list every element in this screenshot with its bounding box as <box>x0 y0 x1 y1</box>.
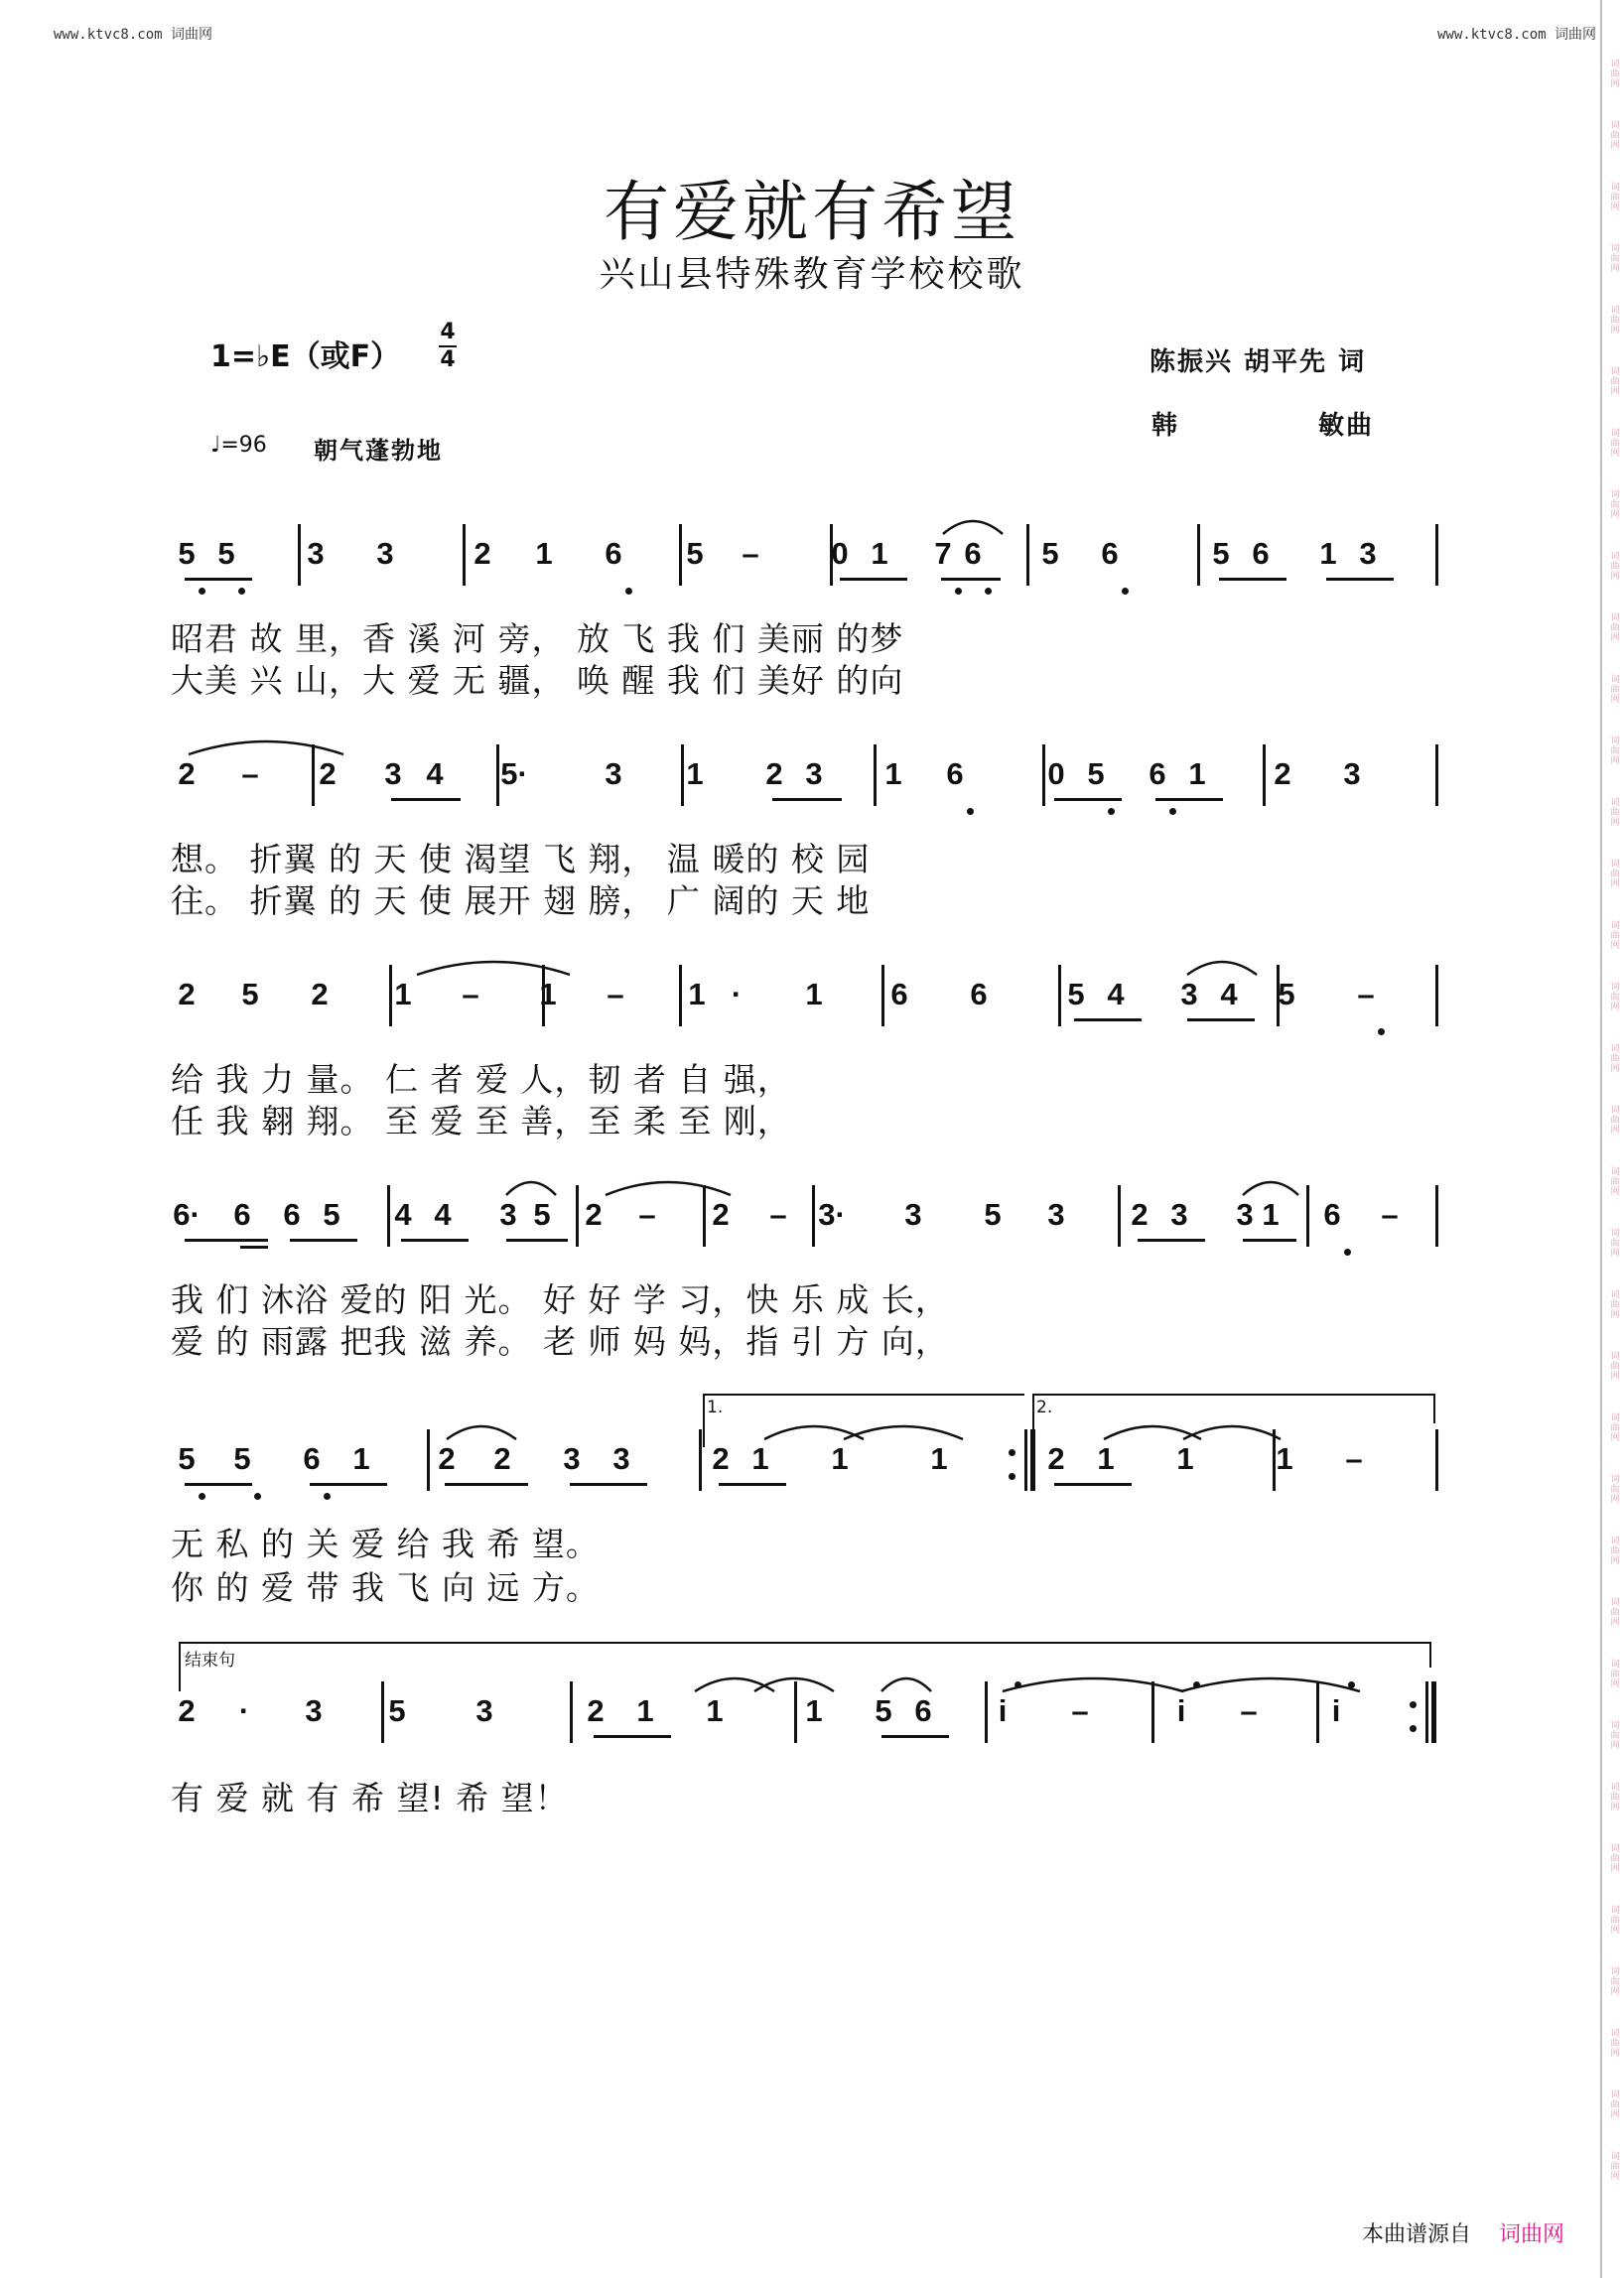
beam-underline <box>1054 798 1122 801</box>
barline <box>679 524 682 586</box>
barline <box>463 524 466 586</box>
note: 6 <box>970 977 988 1011</box>
header-left-url[interactable]: www.ktvc8.com 词曲网 <box>54 27 213 43</box>
watermark-mark: 词 曲 网 <box>1610 675 1620 705</box>
note: 3 <box>475 1693 493 1728</box>
watermark-mark: 词 曲 网 <box>1610 1906 1620 1936</box>
note: 2 <box>587 1693 605 1728</box>
watermark-mark: 词 曲 网 <box>1610 429 1620 459</box>
slur-arc <box>506 1182 556 1195</box>
beam-underline <box>391 798 461 801</box>
note: 2 <box>1131 1197 1149 1232</box>
note: 1 <box>1276 1441 1293 1476</box>
note: 1 <box>535 536 553 571</box>
repeat-barline <box>1431 1681 1436 1743</box>
note: 2 <box>712 1441 730 1476</box>
note: 5 <box>178 536 196 571</box>
barline <box>1263 744 1266 806</box>
repeat-dot <box>1009 1473 1015 1480</box>
note: 3 <box>904 1197 922 1232</box>
note: 6 <box>914 1693 932 1728</box>
note: 3 <box>563 1441 581 1476</box>
barline <box>1151 1681 1154 1743</box>
barline <box>794 1681 797 1743</box>
low-octave-dot <box>254 1493 261 1500</box>
note: 5 <box>323 1197 340 1232</box>
watermark-mark: 词 曲 网 <box>1610 552 1620 582</box>
note: 4 <box>434 1197 452 1232</box>
watermark-mark: 词 曲 网 <box>1610 1967 1620 1997</box>
barline <box>703 1185 706 1247</box>
low-octave-dot <box>324 1493 331 1500</box>
repeat-dot <box>1410 1701 1417 1708</box>
low-octave-dot <box>238 588 245 595</box>
watermark-mark: 词 曲 网 <box>1610 367 1620 397</box>
note: 1 <box>805 1693 823 1728</box>
low-octave-dot <box>1108 808 1115 815</box>
note: 0 <box>831 536 849 571</box>
lyric-row-3-v2: 任 我 翱 翔。 至 爱 至 善，至 柔 至 刚， <box>171 1102 791 1140</box>
low-octave-dot <box>1122 588 1129 595</box>
beam-underline <box>185 1239 268 1242</box>
watermark-mark: 词 曲 网 <box>1610 921 1620 951</box>
barline <box>1435 1185 1438 1247</box>
volta-second-left <box>1032 1394 1034 1447</box>
note: – <box>1381 1197 1399 1232</box>
watermark-mark: 词 曲 网 <box>1610 613 1620 643</box>
note: 3 <box>384 756 402 791</box>
note: 3 <box>1170 1197 1188 1232</box>
note: 2 <box>178 756 196 791</box>
note: 2 <box>438 1441 456 1476</box>
barline <box>874 744 877 806</box>
note: 1 <box>394 977 412 1011</box>
beam-underline <box>506 1239 568 1242</box>
note: 6 <box>303 1441 321 1476</box>
beam-underline <box>719 1483 786 1486</box>
song-subtitle: 兴山县特殊教育学校校歌 <box>599 254 1025 295</box>
low-octave-dot <box>625 588 632 595</box>
slur-arc <box>943 521 1003 534</box>
note: 3 <box>1180 977 1198 1011</box>
note: 3 <box>305 1693 323 1728</box>
note: i <box>998 1693 1008 1728</box>
high-octave-dot <box>1193 1681 1200 1688</box>
slur-arc <box>1003 1678 1183 1691</box>
note: – <box>1071 1693 1089 1728</box>
note: 6 <box>283 1197 301 1232</box>
watermark-mark: 词 曲 网 <box>1610 2029 1620 2059</box>
note: 1 <box>751 1441 769 1476</box>
composer-name: 韩 <box>1151 411 1180 441</box>
low-octave-dot <box>985 588 992 595</box>
note: 1 <box>1188 756 1206 791</box>
volta-first-bracket <box>703 1394 1024 1396</box>
note: 3 <box>612 1441 630 1476</box>
beam-underline <box>1326 578 1394 581</box>
low-octave-dot <box>967 808 974 815</box>
note: 4 <box>394 1197 412 1232</box>
barline <box>1435 744 1438 806</box>
note: 6 <box>890 977 908 1011</box>
note: 2 <box>712 1197 730 1232</box>
barline <box>1026 524 1029 586</box>
note: · <box>238 1693 250 1728</box>
barline <box>699 1429 702 1491</box>
note: 1 <box>805 977 823 1011</box>
note: 3 <box>1359 536 1377 571</box>
note: 2 <box>311 977 329 1011</box>
beam-underline <box>1155 798 1223 801</box>
note: 3 <box>499 1197 517 1232</box>
barline <box>1316 1681 1319 1743</box>
header-right-url[interactable]: www.ktvc8.com 词曲网 <box>1437 27 1597 43</box>
mood-mark: 朝气蓬勃地 <box>314 437 443 465</box>
barline <box>1042 744 1045 806</box>
note: 3 <box>376 536 394 571</box>
note: – <box>1357 977 1375 1011</box>
slur-arc <box>417 962 570 975</box>
note: 2 <box>1274 756 1291 791</box>
barline <box>387 1185 390 1247</box>
barline <box>1277 965 1280 1026</box>
watermark-mark: 词 曲 网 <box>1610 60 1620 89</box>
note: – <box>607 977 624 1011</box>
note: 1 <box>884 756 902 791</box>
barline <box>1118 1185 1121 1247</box>
beam-underline <box>772 798 842 801</box>
watermark-mark: 词 曲 网 <box>1610 1352 1620 1382</box>
note: – <box>1240 1693 1258 1728</box>
barline <box>542 965 545 1026</box>
low-octave-dot <box>199 588 205 595</box>
watermark-mark: 词 曲 网 <box>1610 1290 1620 1320</box>
note: 6 <box>964 536 982 571</box>
note: 1 <box>831 1441 849 1476</box>
watermark-mark: 词 曲 网 <box>1610 2090 1620 2120</box>
note: 5 <box>241 977 259 1011</box>
barline <box>1435 524 1438 586</box>
beam-underline <box>240 1246 268 1249</box>
beam-underline <box>840 578 907 581</box>
barline <box>576 1185 579 1247</box>
slur-arc <box>606 1182 731 1195</box>
barline <box>1058 965 1061 1026</box>
note: 5 <box>217 536 235 571</box>
low-octave-dot <box>955 588 962 595</box>
note: 2 <box>178 977 196 1011</box>
note: 4 <box>1220 977 1238 1011</box>
slur-arc <box>881 1678 931 1691</box>
beam-underline <box>594 1735 671 1738</box>
slur-arc <box>1181 1678 1360 1691</box>
beam-underline <box>310 1483 387 1486</box>
note: 3 <box>805 756 823 791</box>
beam-underline <box>1074 1018 1142 1021</box>
note: 6 <box>1252 536 1270 571</box>
beam-underline <box>1054 1483 1132 1486</box>
note: 5 <box>533 1197 551 1232</box>
volta-first-left <box>703 1394 705 1447</box>
lyricist-credit: 陈振兴 胡平先 词 <box>1150 347 1367 377</box>
barline <box>298 524 301 586</box>
note: i <box>1176 1693 1186 1728</box>
note: 2 <box>1047 1441 1065 1476</box>
note: 2 <box>765 756 783 791</box>
beam-underline <box>1243 1239 1296 1242</box>
note: 6· <box>173 1197 201 1232</box>
watermark-mark: 词 曲 网 <box>1610 490 1620 520</box>
lyric-row-1-v1: 昭君 故 里，香 溪 河 旁， 放 飞 我 们 美丽 的梦 <box>171 619 904 658</box>
watermark-mark: 词 曲 网 <box>1610 737 1620 766</box>
barline <box>312 744 315 806</box>
watermark-mark: 词 曲 网 <box>1610 1660 1620 1689</box>
composer-credit: 敏曲 <box>1318 411 1375 441</box>
watermark-mark: 词 曲 网 <box>1610 1783 1620 1812</box>
barline <box>570 1681 573 1743</box>
note: 6 <box>1101 536 1119 571</box>
lyric-row-5-v2: 你 的 爱 带 我 飞 向 远 方。 <box>171 1568 600 1607</box>
note: 5 <box>1041 536 1059 571</box>
barline <box>496 744 499 806</box>
note: 5 <box>984 1197 1002 1232</box>
low-octave-dot <box>1378 1028 1385 1035</box>
lyric-row-1-v2: 大美 兴 山，大 爱 无 疆， 唤 醒 我 们 美好 的向 <box>171 661 904 700</box>
repeat-dot <box>1009 1449 1015 1456</box>
beam-underline <box>1187 1018 1255 1021</box>
watermark-mark: 词 曲 网 <box>1610 2152 1620 2182</box>
note: 1 <box>688 977 706 1011</box>
lyric-row-4-v1: 我 们 沐浴 爱的 阳 光。 好 好 学 习，快 乐 成 长， <box>171 1280 949 1319</box>
barline <box>389 965 392 1026</box>
note: 1 <box>871 536 888 571</box>
watermark-mark: 词 曲 网 <box>1610 1844 1620 1874</box>
volta-second-right <box>1433 1394 1435 1423</box>
note: 1 <box>686 756 704 791</box>
watermark-mark: 词 曲 网 <box>1610 1598 1620 1628</box>
note: 6 <box>946 756 964 791</box>
watermark-mark: 词 曲 网 <box>1610 1106 1620 1136</box>
note: 4 <box>426 756 444 791</box>
note: 5· <box>500 756 528 791</box>
note: 2 <box>585 1197 603 1232</box>
note: 1 <box>539 977 557 1011</box>
watermark-mark: 词 曲 网 <box>1610 798 1620 828</box>
lyric-row-3-v1: 给 我 力 量。 仁 者 爱 人，韧 者 自 强， <box>171 1060 791 1099</box>
beam-underline <box>881 1735 949 1738</box>
note: 5 <box>1087 756 1105 791</box>
note: 1 <box>1262 1197 1280 1232</box>
lyric-row-4-v2: 爱 的 雨露 把我 滋 养。 老 师 妈 妈，指 引 方 向， <box>171 1322 949 1361</box>
barline <box>1024 1429 1027 1491</box>
barline <box>830 524 833 586</box>
watermark-mark: 词 曲 网 <box>1610 1167 1620 1197</box>
song-title: 有爱就有希望 <box>604 174 1020 250</box>
note: 5 <box>388 1693 406 1728</box>
note: 1 <box>636 1693 654 1728</box>
high-octave-dot <box>1348 1681 1355 1688</box>
low-octave-dot <box>199 1493 205 1500</box>
barline <box>1273 1429 1276 1491</box>
note: 5 <box>875 1693 892 1728</box>
note: · <box>731 977 743 1011</box>
note: – <box>1345 1441 1363 1476</box>
note: 3 <box>1047 1197 1065 1232</box>
note: 1 <box>930 1441 948 1476</box>
lyric-row-2-v1: 想。 折翼 的 天 使 渴望 飞 翔， 温 暖的 校 园 <box>171 840 871 878</box>
note: – <box>769 1197 787 1232</box>
slur-arc <box>1187 962 1257 975</box>
beam-underline <box>290 1239 357 1242</box>
beam-underline <box>401 1239 469 1242</box>
watermark-mark: 词 曲 网 <box>1610 1044 1620 1074</box>
note: 4 <box>1107 977 1125 1011</box>
beam-underline <box>941 578 1001 581</box>
barline <box>1435 965 1438 1026</box>
watermark-mark: 词 曲 网 <box>1610 244 1620 274</box>
tempo-mark: ♩=96 <box>210 433 267 458</box>
note: 1 <box>1097 1441 1115 1476</box>
note: 6 <box>1323 1197 1341 1232</box>
note: 1 <box>706 1693 724 1728</box>
watermark-mark: 词 曲 网 <box>1610 860 1620 889</box>
watermark-mark: 词 曲 网 <box>1610 1721 1620 1751</box>
ending-bracket-right <box>1429 1642 1431 1668</box>
note: 3 <box>1236 1197 1254 1232</box>
beam-underline <box>1219 578 1286 581</box>
beam-underline <box>185 578 252 581</box>
watermark-mark: 词 曲 网 <box>1610 983 1620 1012</box>
barline <box>1197 524 1200 586</box>
footer-source-text: 本曲谱源自 <box>1362 2222 1472 2247</box>
barline <box>985 1681 988 1743</box>
barline <box>679 965 682 1026</box>
key-signature: 1=♭E（或F） <box>210 339 401 374</box>
note: 1 <box>1176 1441 1194 1476</box>
volta-second-bracket <box>1032 1394 1433 1396</box>
footer-site-link[interactable]: 词曲网 <box>1499 2222 1565 2247</box>
slur-arc <box>695 1678 774 1691</box>
note: 5 <box>1067 977 1085 1011</box>
repeat-dot <box>1410 1725 1417 1732</box>
barline <box>681 744 684 806</box>
note: 5 <box>1278 977 1295 1011</box>
note: – <box>462 977 479 1011</box>
watermark-mark: 词 曲 网 <box>1610 1229 1620 1259</box>
note: 3 <box>307 536 325 571</box>
barline <box>881 965 884 1026</box>
ending-bracket <box>179 1642 1429 1644</box>
beam-underline <box>1138 1239 1205 1242</box>
note: 3 <box>1343 756 1361 791</box>
lyric-row-6-v1: 有 爱 就 有 希 望! 希 望！ <box>171 1779 569 1817</box>
note: 6 <box>1149 756 1166 791</box>
note: – <box>241 756 259 791</box>
slur-arc <box>447 1426 516 1439</box>
lyric-row-5-v1: 无 私 的 关 爱 给 我 希 望。 <box>171 1525 600 1563</box>
barline <box>1425 1681 1428 1743</box>
beam-underline <box>185 1483 252 1486</box>
ending-label: 结束句 <box>185 1651 235 1671</box>
beam-underline <box>570 1483 647 1486</box>
note: 5 <box>1212 536 1230 571</box>
note: 6 <box>233 1197 251 1232</box>
barline <box>812 1185 815 1247</box>
watermark-mark: 词 曲 网 <box>1610 183 1620 212</box>
volta-first-label: 1. <box>707 1398 724 1417</box>
slur-arc <box>189 741 343 754</box>
barline <box>1435 1429 1438 1491</box>
note: – <box>638 1197 656 1232</box>
note: 5 <box>686 536 704 571</box>
note: – <box>742 536 759 571</box>
barline <box>427 1429 430 1491</box>
watermark-mark: 词 曲 网 <box>1610 1413 1620 1443</box>
barline <box>1306 1185 1309 1247</box>
time-bottom: 4 <box>440 347 456 372</box>
low-octave-dot <box>1169 808 1176 815</box>
note: 2 <box>493 1441 511 1476</box>
barline <box>381 1681 384 1743</box>
time-top: 4 <box>440 320 456 344</box>
note: 2 <box>319 756 337 791</box>
note: 5 <box>178 1441 196 1476</box>
high-octave-dot <box>1015 1681 1021 1688</box>
note: 3 <box>605 756 622 791</box>
beam-underline <box>445 1483 528 1486</box>
ending-bracket-left <box>179 1642 181 1691</box>
watermark-mark: 词 曲 网 <box>1610 1537 1620 1566</box>
note: 2 <box>178 1693 196 1728</box>
note: 0 <box>1047 756 1065 791</box>
note: 7 <box>934 536 952 571</box>
watermark-mark: 词 曲 网 <box>1610 121 1620 151</box>
low-octave-dot <box>1344 1249 1351 1256</box>
note: 2 <box>474 536 491 571</box>
note: 5 <box>233 1441 251 1476</box>
note: 6 <box>605 536 622 571</box>
note: 1 <box>1319 536 1337 571</box>
note: 1 <box>352 1441 370 1476</box>
volta-second-label: 2. <box>1036 1398 1053 1417</box>
watermark-mark: 词 曲 网 <box>1610 306 1620 335</box>
note: 3· <box>818 1197 846 1232</box>
slur-arc <box>1243 1182 1298 1195</box>
note: i <box>1331 1693 1341 1728</box>
watermark-mark: 词 曲 网 <box>1610 1475 1620 1505</box>
lyric-row-2-v2: 往。 折翼 的 天 使 展开 翅 膀， 广 阔的 天 地 <box>171 881 871 920</box>
